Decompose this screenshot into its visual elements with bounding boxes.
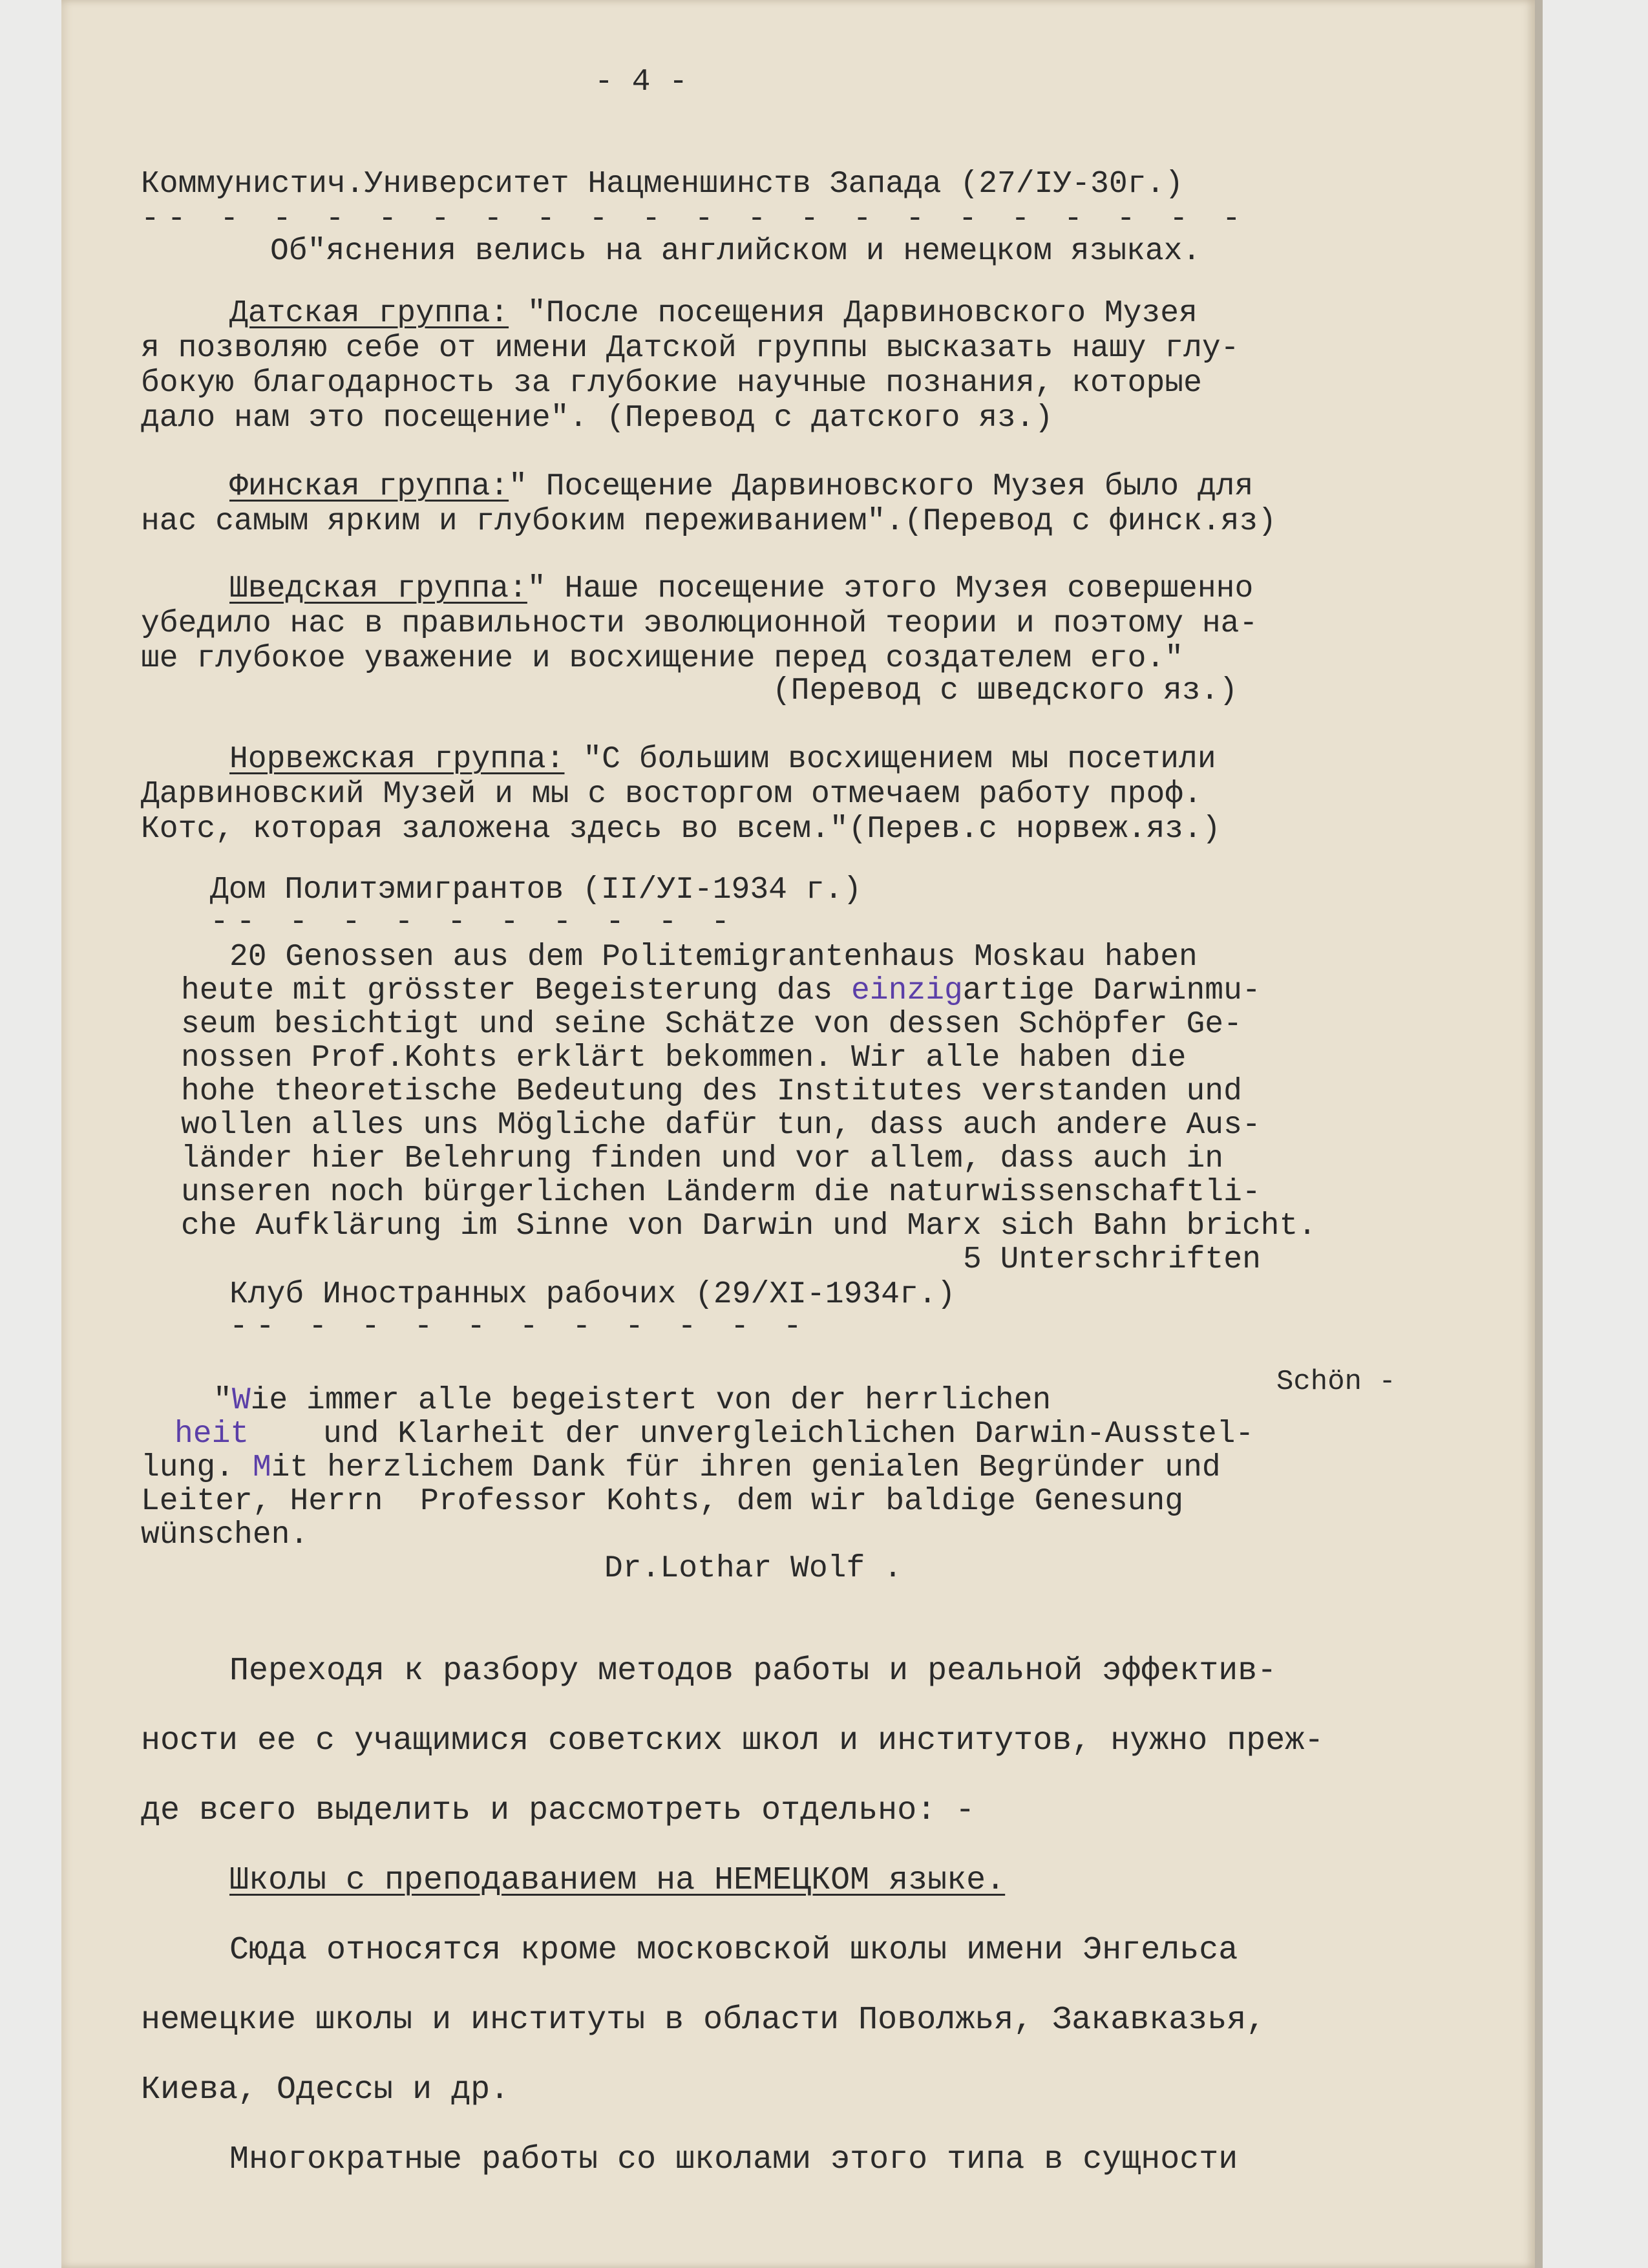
body-line: де всего выделить и рассмотреть отдельно: - — [141, 1792, 975, 1829]
section-heading-kunmz: Коммунистич.Университет Нацменшинств Запада (27/IУ-30г.) — [141, 167, 1184, 202]
german-text: lung. — [141, 1450, 235, 1485]
german-line — [141, 1450, 1221, 1485]
group-line: " Посещение Дарвиновского Музея было для — [509, 469, 1254, 504]
german-text: artige Darwinmu- — [962, 973, 1261, 1008]
german-line: wünschen. — [141, 1518, 309, 1553]
paper-edge — [1535, 0, 1543, 2268]
german-line: che Aufklärung im Sinne von Darwin und Marx sich Bahn bricht. — [181, 1209, 1317, 1244]
signature: Dr.Lothar Wolf . — [604, 1551, 902, 1586]
group-name: Шведская группа: — [229, 571, 527, 606]
group-line: ше глубокое уважение и восхищение перед создателем его." — [141, 641, 1184, 676]
group-name: Финская группа: — [229, 469, 509, 504]
group-line: "После посещения Дарвиновского Музея — [509, 296, 1198, 331]
body-line: ности ее с учащимися советских школ и институтов, нужно преж- — [141, 1722, 1324, 1759]
margin-note-right: Schön - — [1276, 1366, 1396, 1398]
section-heading-politemigrants: Дом Политэмигрантов (II/УI-1934 г.) — [210, 873, 862, 907]
signature-count: 5 Unterschriften — [963, 1242, 1261, 1277]
group-line: Котс, которая заложена здесь во всем."(Перев.с норвеж.яз.) — [141, 812, 1221, 847]
group-line: нас самым ярким и глубоким переживанием".(Перевод с финск.яз) — [141, 504, 1277, 539]
group-name: Норвежская группа: — [229, 742, 565, 777]
section-heading-foreign-workers: Клуб Иностранных рабочих (29/XI-1934г.) — [229, 1277, 956, 1312]
group-line: я позволяю себе от имени Датской группы высказать нашу глу- — [141, 331, 1240, 366]
german-line: länder hier Belehrung finden und vor allem, dass auch in — [181, 1141, 1224, 1176]
german-line: und Klarheit der unvergleichlichen Darwin-Ausstel- — [323, 1417, 1254, 1452]
group-line: дало нам это посещение". (Перевод с датского яз.) — [141, 401, 1053, 436]
group-line: убедило нас в правильности эволюционной теории и поэтому на- — [141, 606, 1258, 641]
german-line: seum besichtigt und seine Schätze von dessen Schöpfer Ge- — [181, 1007, 1242, 1042]
group-line: Дарвиновский Музей и мы с восторгом отмечаем работу проф. — [141, 777, 1202, 812]
body-line: Переходя к разбору методов работы и реальной эффектив- — [229, 1653, 1277, 1690]
german-line: nossen Prof.Kohts erklärt bekommen. Wir alle haben die — [181, 1041, 1187, 1076]
body-line: Киева, Одессы и др. — [141, 2072, 510, 2108]
handwritten-correction: M — [252, 1450, 271, 1485]
heading-dashes: -- - - - - - - - - - - - - - - - - - - - - — [141, 202, 1249, 237]
german-text: it herzlichem Dank für ihren genialen Begründer und — [271, 1450, 1221, 1485]
heading-dashes: -- - - - - - - - - - - — [229, 1309, 810, 1344]
intro-line: Об"яснения велись на английском и немецком языках. — [270, 234, 1201, 269]
group-line: (Перевод с шведского яз.) — [772, 673, 1238, 708]
german-line — [213, 1383, 1051, 1418]
german-line: wollen alles uns Mögliche dafür tun, dass auch andere Aus- — [181, 1108, 1261, 1143]
german-line: unseren noch bürgerlichen Länderm die naturwissenschaftli- — [181, 1175, 1261, 1210]
page-number: - 4 - — [595, 65, 688, 100]
group-name: Датская группа: — [229, 296, 509, 331]
german-line — [181, 973, 1261, 1008]
subheading-german-schools: Школы с преподаванием на НЕМЕЦКОМ языке. — [229, 1862, 1006, 1899]
german-line: Leiter, Herrn Professor Kohts, dem wir baldige Genesung — [141, 1484, 1184, 1519]
german-text: ie immer alle begeistert von der herrlichen — [250, 1383, 1051, 1418]
body-line: Сюда относятся кроме московской школы имени Энгельса — [229, 1932, 1238, 1969]
group-finnish — [229, 469, 1253, 504]
group-line: бокую благодарность за глубокие научные познания, которые — [141, 366, 1202, 401]
handwritten-correction: W — [231, 1383, 251, 1418]
group-norwegian — [229, 742, 1216, 777]
margin-note-left: heit — [174, 1417, 249, 1452]
heading-dashes: -- - - - - - - - - - — [210, 905, 738, 940]
german-line: hohe theoretische Bedeutung des Institutes verstanden und — [181, 1074, 1242, 1109]
body-line: Многократные работы со школами этого типа в сущности — [229, 2141, 1238, 2178]
german-text: heute mit grösster Begeisterung das — [181, 973, 851, 1008]
body-line: немецкие школы и институты в области Поволжья, Закавказья, — [141, 2002, 1266, 2039]
group-line: "С большим восхищением мы посетили — [564, 742, 1216, 777]
group-danish — [229, 296, 1198, 331]
german-text: " — [213, 1383, 232, 1418]
group-line: " Наше посещение этого Музея совершенно — [527, 571, 1254, 606]
group-swedish — [229, 571, 1253, 606]
handwritten-correction: einzig — [850, 973, 963, 1008]
german-line: 20 Genossen aus dem Politemigrantenhaus Moskau haben — [229, 940, 1198, 975]
